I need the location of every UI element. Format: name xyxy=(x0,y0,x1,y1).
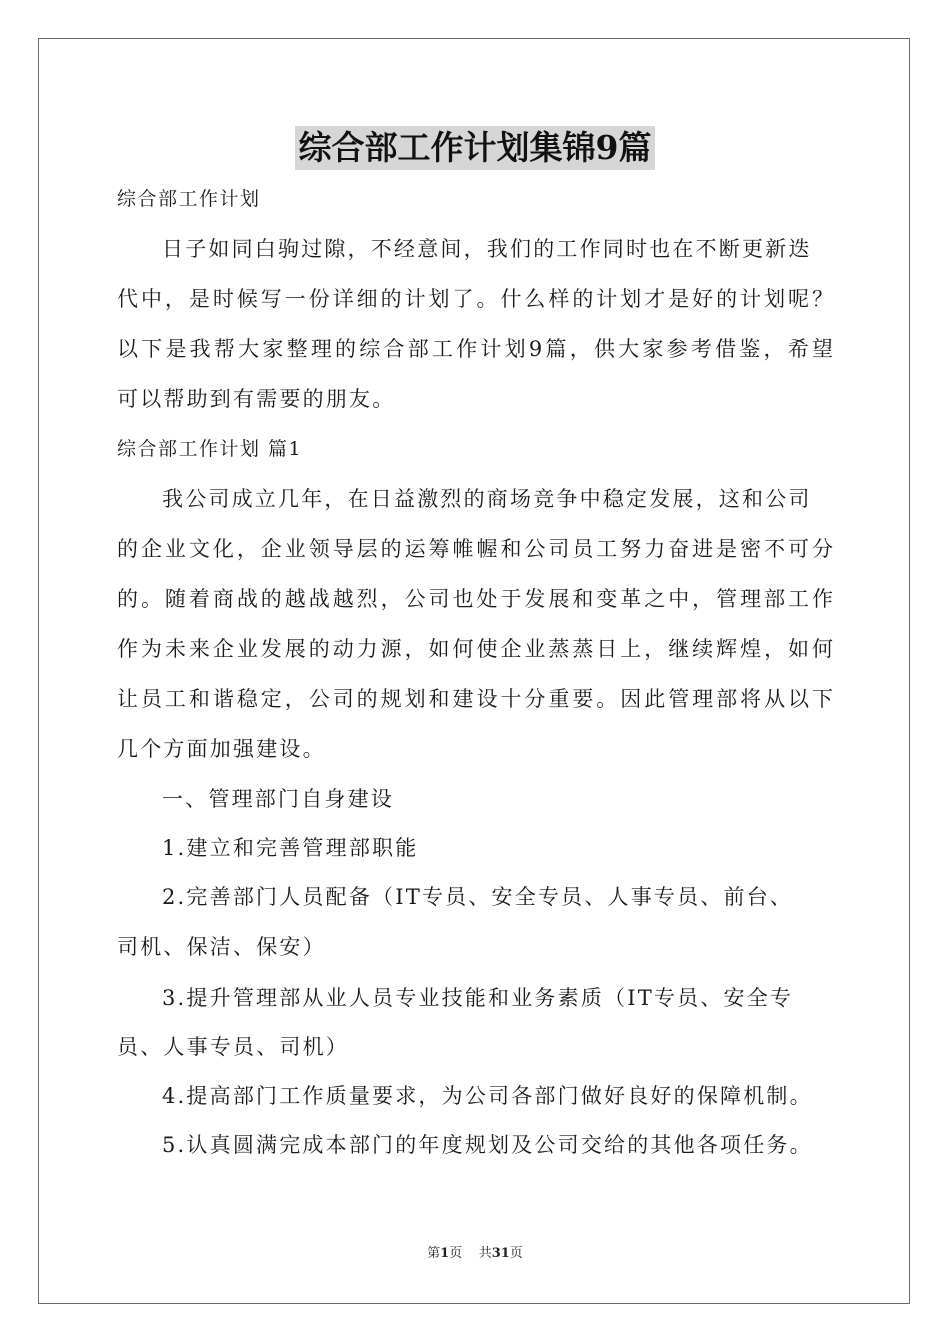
page-prefix: 第 xyxy=(427,1246,441,1261)
paragraph-line: 作为未来企业发展的动力源，如何使企业蒸蒸日上，继续辉煌，如何 xyxy=(117,637,833,661)
section-heading: 综合部工作计划 篇1 xyxy=(117,438,303,460)
page-border xyxy=(38,38,910,1304)
total-suffix: 页 xyxy=(509,1246,523,1261)
list-item-continuation: 司机、保洁、保安） xyxy=(117,935,326,959)
paragraph-line: 以下是我帮大家整理的综合部工作计划9篇，供大家参考借鉴，希望 xyxy=(117,337,833,361)
page-number: 1 xyxy=(440,1246,450,1261)
page-footer xyxy=(0,1245,950,1263)
list-item: 5.认真圆满完成本部门的年度规划及公司交给的其他各项任务。 xyxy=(162,1133,813,1157)
list-item: 4.提高部门工作质量要求，为公司各部门做好良好的保障机制。 xyxy=(162,1084,813,1108)
total-prefix: 共 xyxy=(478,1246,492,1261)
paragraph-line: 我公司成立几年，在日益激烈的商场竞争中稳定发展，这和公司 xyxy=(162,487,812,511)
list-item: 3.提升管理部从业人员专业技能和业务素质（IT专员、安全专 xyxy=(162,986,794,1010)
paragraph-line: 日子如同白驹过隙，不经意间，我们的工作同时也在不断更新迭 xyxy=(162,237,812,261)
document-title: 综合部工作计划集锦9篇 xyxy=(295,126,656,170)
paragraph-line: 的企业文化，企业领导层的运筹帷幄和公司员工努力奋进是密不可分 xyxy=(117,537,833,561)
subsection-heading: 一、管理部门自身建设 xyxy=(162,787,394,811)
paragraph-line: 代中，是时候写一份详细的计划了。什么样的计划才是好的计划呢？ xyxy=(117,287,833,311)
paragraph-line: 可以帮助到有需要的朋友。 xyxy=(117,387,396,411)
total-pages: 31 xyxy=(491,1246,510,1261)
title-container xyxy=(0,126,950,170)
paragraph-line: 的。随着商战的越战越烈，公司也处于发展和变革之中，管理部工作 xyxy=(117,587,833,611)
list-item: 2.完善部门人员配备（IT专员、安全专员、人事专员、前台、 xyxy=(162,885,794,909)
page-suffix: 页 xyxy=(449,1246,463,1261)
section-heading: 综合部工作计划 xyxy=(117,188,261,210)
paragraph-line: 几个方面加强建设。 xyxy=(117,737,326,761)
list-item-continuation: 员、人事专员、司机） xyxy=(117,1035,349,1059)
list-item: 1.建立和完善管理部职能 xyxy=(162,836,419,860)
paragraph-line: 让员工和谐稳定，公司的规划和建设十分重要。因此管理部将从以下 xyxy=(117,687,833,711)
